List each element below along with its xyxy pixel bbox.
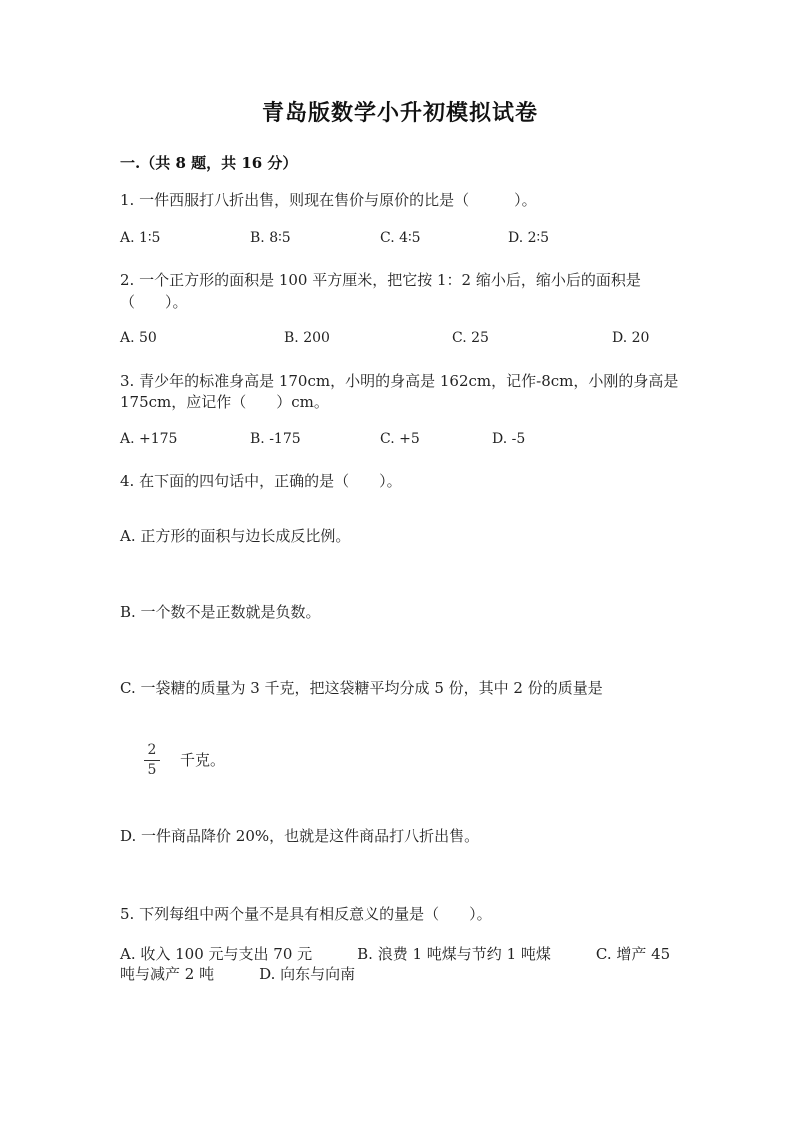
question-5: 5. 下列每组中两个量不是具有相反意义的量是（ ）。 [120, 905, 492, 923]
q1-option-d: D. 2∶5 [508, 230, 550, 246]
fraction-denominator: 5 [147, 762, 157, 778]
q4-option-d: D. 一件商品降价 20%，也就是这件商品打八折出售。 [120, 827, 480, 845]
question-2-line2: （ ）。 [120, 293, 188, 311]
page-title: 青岛版数学小升初模拟试卷 [261, 100, 538, 126]
fraction-numerator: 2 [147, 742, 157, 758]
q3-option-b: B. -175 [250, 431, 301, 447]
q4-option-c: C. 一袋糖的质量为 3 千克，把这袋糖平均分成 5 份，其中 2 份的质量是 [120, 679, 603, 697]
q3-option-c: C. +5 [380, 431, 420, 447]
q2-option-a: A. 50 [120, 330, 157, 346]
q4-option-c-unit: 千克。 [180, 751, 226, 769]
question-1: 1. 一件西服打八折出售，则现在售价与原价的比是（ ）。 [120, 191, 537, 209]
q5-options-line2: 吨与减产 2 吨 D. 向东与向南 [120, 965, 356, 983]
q5-options-line1: A. 收入 100 元与支出 70 元 B. 浪费 1 吨煤与节约 1 吨煤 C. 增产 45 [120, 945, 671, 963]
q3-option-a: A. +175 [120, 431, 178, 447]
fraction-two-fifths [144, 742, 160, 779]
fraction-bar [144, 760, 160, 761]
question-3-line1: 3. 青少年的标准身高是 170cm，小明的身高是 162cm，记作-8cm，小刚的身高是 [120, 372, 679, 390]
section-heading: 一.（共 8 题，共 16 分） [120, 154, 298, 172]
q4-option-b: B. 一个数不是正数就是负数。 [120, 603, 321, 621]
q2-option-d: D. 20 [612, 330, 650, 346]
q1-option-b: B. 8∶5 [250, 230, 291, 246]
q1-option-c: C. 4∶5 [380, 230, 421, 246]
q3-option-d: D. -5 [492, 431, 526, 447]
question-3-line2: 175cm，应记作（ ）cm。 [120, 393, 329, 411]
question-4: 4. 在下面的四句话中，正确的是（ ）。 [120, 472, 402, 490]
q2-option-c: C. 25 [452, 330, 489, 346]
q4-option-a: A. 正方形的面积与边长成反比例。 [120, 527, 351, 545]
question-2-line1: 2. 一个正方形的面积是 100 平方厘米，把它按 1：2 缩小后，缩小后的面积是 [120, 271, 641, 289]
q2-option-b: B. 200 [284, 330, 330, 346]
q1-option-a: A. 1∶5 [120, 230, 161, 246]
